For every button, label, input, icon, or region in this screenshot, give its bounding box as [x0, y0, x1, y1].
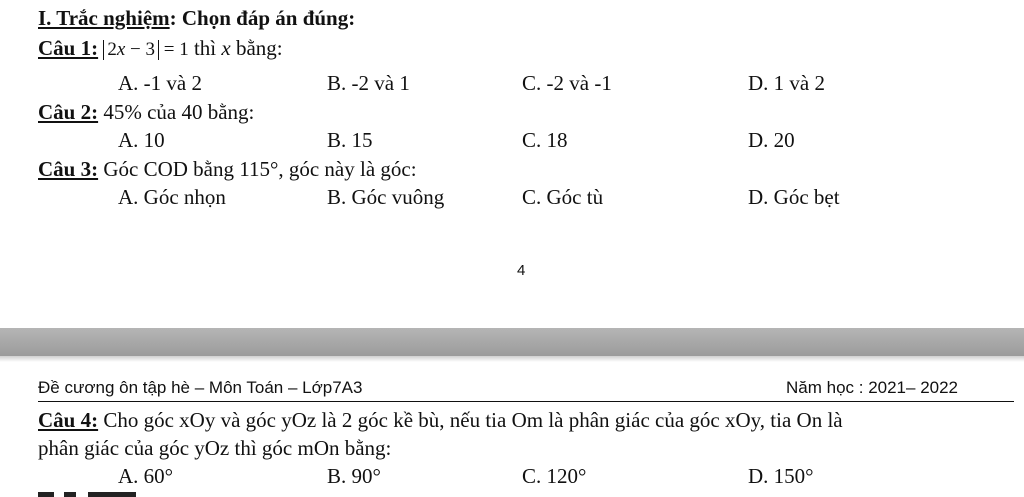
question-2-option-a[interactable]: A. 10 — [118, 128, 165, 152]
question-1-stem — [38, 36, 283, 62]
question-2-stem — [38, 100, 254, 124]
page-header-right: Năm học : 2021– 2022 — [786, 378, 959, 397]
question-4-option-a[interactable]: A. 60° — [118, 464, 174, 488]
cutoff-text-fragment — [88, 492, 136, 497]
page-number: 4 — [517, 262, 526, 279]
question-4-option-d[interactable]: D. 150° — [748, 464, 814, 488]
question-4-option-c[interactable]: C. 120° — [522, 464, 587, 488]
section-heading — [38, 6, 355, 30]
question-1-text-end: bằng: — [235, 36, 283, 60]
cutoff-text-fragment — [64, 492, 76, 497]
question-4-stem-line1 — [38, 408, 843, 432]
question-1-variable: x — [221, 36, 231, 60]
question-4-option-b[interactable]: B. 90° — [327, 464, 381, 488]
question-1-expression: 2x − 3 = 1 — [103, 39, 188, 60]
page-separator-shadow — [0, 356, 1024, 362]
question-1-option-c[interactable]: C. -2 và -1 — [522, 71, 612, 95]
page-header-left: Đề cương ôn tập hè – Môn Toán – Lớp7A3 — [38, 378, 363, 397]
question-3-label: Câu 3: — [38, 157, 99, 181]
question-1-option-d[interactable]: D. 1 và 2 — [748, 71, 825, 95]
question-2-option-d[interactable]: D. 20 — [748, 128, 795, 152]
question-4-text-line2: phân giác của góc yOz thì góc mOn bằng: — [38, 436, 392, 460]
question-1-option-a[interactable]: A. -1 và 2 — [118, 71, 202, 95]
question-2-text: 45% của 40 bằng: — [103, 100, 255, 124]
header-rule — [38, 401, 1014, 402]
section-subtitle: : Chọn đáp án đúng: — [169, 6, 356, 30]
question-1-text-mid: thì — [193, 36, 217, 60]
question-3-option-d[interactable]: D. Góc bẹt — [748, 185, 840, 209]
question-3-text: Góc COD bằng 115°, góc này là góc: — [103, 157, 417, 181]
question-4-text-line1: Cho góc xOy và góc yOz là 2 góc kề bù, nếu tia Om là phân giác của góc xOy, tia On là — [103, 408, 843, 432]
question-4-label: Câu 4: — [38, 408, 99, 432]
page-separator — [0, 328, 1024, 356]
section-title: I. Trắc nghiệm — [38, 6, 170, 30]
question-1-label: Câu 1: — [38, 36, 99, 60]
question-2-label: Câu 2: — [38, 100, 99, 124]
question-3-option-a[interactable]: A. Góc nhọn — [118, 185, 226, 209]
question-3-option-b[interactable]: B. Góc vuông — [327, 185, 445, 209]
question-2-option-b[interactable]: B. 15 — [327, 128, 373, 152]
question-2-option-c[interactable]: C. 18 — [522, 128, 568, 152]
question-3-option-c[interactable]: C. Góc tù — [522, 185, 604, 209]
question-1-option-b[interactable]: B. -2 và 1 — [327, 71, 410, 95]
cutoff-text-fragment — [38, 492, 54, 497]
question-3-stem — [38, 157, 417, 181]
